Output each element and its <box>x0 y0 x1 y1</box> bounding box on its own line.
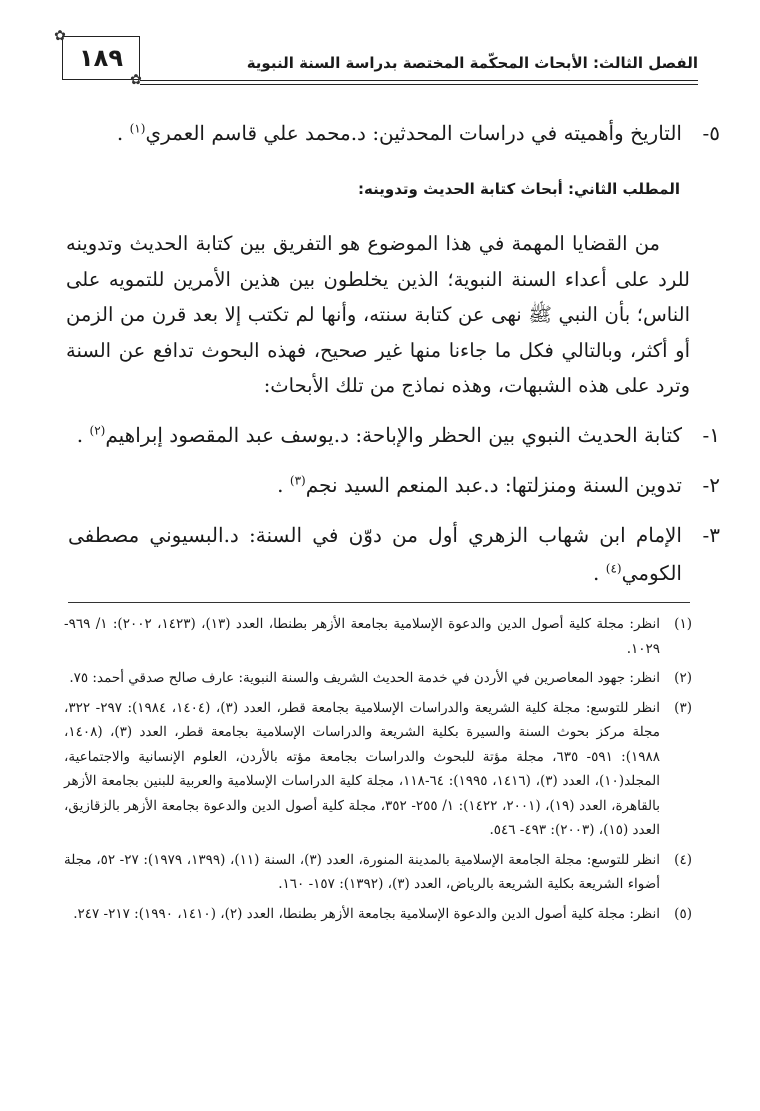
footnote <box>64 666 692 691</box>
footnote <box>64 902 692 927</box>
footnote <box>64 848 692 897</box>
header-rule <box>140 80 698 81</box>
list-end: . <box>593 561 600 585</box>
footnote <box>64 612 692 661</box>
footnote-text: انظر للتوسع: مجلة الجامعة الإسلامية بالمدينة المنورة، العدد (٣)، السنة (١١)، (١٣٩٩، ١٩٧٩): ٢٧- ٥٢، مجلة أضواء الشريعة بكلية الشريعة بالرياض، العدد (٣)، (١٣٩٢): ١٥٧- ١٦٠. <box>64 851 660 892</box>
list-item-3 <box>68 516 720 592</box>
footnote-text: انظر: جهود المعاصرين في الأردن في خدمة الحديث الشريف والسنة النبوية: عارف صالح صدقي أحمد: ٧٥. <box>69 670 660 686</box>
footnote-number: (٤) <box>674 851 692 868</box>
footnote-text: انظر: مجلة كلية أصول الدين والدعوة الإسلامية بجامعة الأزهر بطنطا، العدد (٢)، (١٤١٠، ١٩٩٠): ٢١٧- ٢٤٧. <box>73 905 660 922</box>
list-number: ٣- <box>702 523 720 547</box>
list-text: تدوين السنة ومنزلتها: د.عبد المنعم السيد نجم <box>305 473 682 497</box>
footnote-number: (١) <box>674 616 692 632</box>
footnote-number: (٣) <box>674 699 692 716</box>
footnote-ref: (٤) <box>605 561 622 576</box>
footnote-text: انظر للتوسع: مجلة كلية الشريعة والدراسات الإسلامية بجامعة قطر، العدد (٣)، (١٤٠٤، ١٩٨٤): ٢٩٧- ٣٢٢، مجلة مركز بحوث السنة والسيرة بكلية الشريعة والدراسات الإسلامية بجامعة قطر، العدد (٣)، (١٤٠٨، ١٩٨٨): ٥٩١- ٦٣٥، مجلة مؤتة للبحوث والدراسات بجامعة مؤته بالأردن، العلوم الإنسانية والاجتماعية، المجلد(١٠)، العدد (٣)، (١٤١٦، ١٩٩٥): ٦٤-١١٨، مجلة كلية الدراسات الإسلامية والعربية للبنين بجامعة الأزهر بالقاهرة، العدد (١٩)، (٢٠٠١، ١٤٢٢): ١/ ٢٥٥- ٣٥٢، مجلة كلية أصول الدين والدعوة بجامعة الأزهر بالزقازيق، العدد (١٥)، (٢٠٠٣): ٤٩٣- ٥٤٦. <box>64 699 661 838</box>
header-rule-thin <box>140 84 698 85</box>
list-end: . <box>116 121 124 145</box>
footnote <box>64 696 692 843</box>
body-paragraph <box>66 226 690 404</box>
list-number: ٢- <box>702 473 720 497</box>
list-item-5 <box>68 114 720 152</box>
footnotes <box>64 612 692 931</box>
section-heading: المطلب الثاني: أبحاث كتابة الحديث وتدوينه: <box>358 180 680 198</box>
list-text: كتابة الحديث النبوي بين الحظر والإباحة: د.يوسف عبد المقصود إبراهيم <box>105 423 682 447</box>
list-end: . <box>76 423 84 447</box>
footnote-text: انظر: مجلة كلية أصول الدين والدعوة الإسلامية بجامعة الأزهر بطنطا، العدد (١٣)، (١٤٢٣، ٢٠٠٢): ١/ ٩٦٩- ١٠٢٩. <box>64 616 660 657</box>
list-item-2 <box>68 466 720 504</box>
page-header <box>54 22 698 88</box>
footnote-number: (٥) <box>674 905 692 922</box>
footnote-ref: (١) <box>129 121 146 136</box>
list-number: ٥- <box>702 121 720 145</box>
list-text: الإمام ابن شهاب الزهري أول من دوّن في السنة: د.البسيوني مصطفى الكومي <box>68 523 682 585</box>
list-number: ١- <box>702 423 720 447</box>
chapter-title: الفصل الثالث: الأبحاث المحكّمة المختصة بدراسة السنة النبوية <box>246 54 698 72</box>
page-number: ١٨٩ <box>62 36 140 80</box>
list-text: التاريخ وأهميته في دراسات المحدثين: د.محمد علي قاسم العمري <box>145 121 682 145</box>
footnote-separator <box>68 602 690 603</box>
list-item-1 <box>68 416 720 454</box>
ornament-icon: ✿ <box>54 28 66 44</box>
paragraph-text: من القضايا المهمة في هذا الموضوع هو التفريق بين كتابة الحديث وتدوينه للرد على أعداء السنة النبوية؛ الذين يخلطون بين هذين الأمرين للتمويه على الناس؛ بأن النبي ﷺ نهى عن كتابة سنته، وأنها لم تكتب إلا بعد قرن من الزمن أو أكثر، وبالتالي فكل ما جاءنا منها غير صحيح، فهذه البحوث تدافع عن السنة وترد على هذه الشبهات، وهذه نماذج من تلك الأبحاث: <box>66 232 690 397</box>
footnote-number: (٢) <box>674 670 692 686</box>
list-end: . <box>277 473 284 497</box>
footnote-ref: (٣) <box>289 473 306 488</box>
ornament-icon: ✿ <box>130 72 142 88</box>
footnote-ref: (٢) <box>89 423 106 438</box>
